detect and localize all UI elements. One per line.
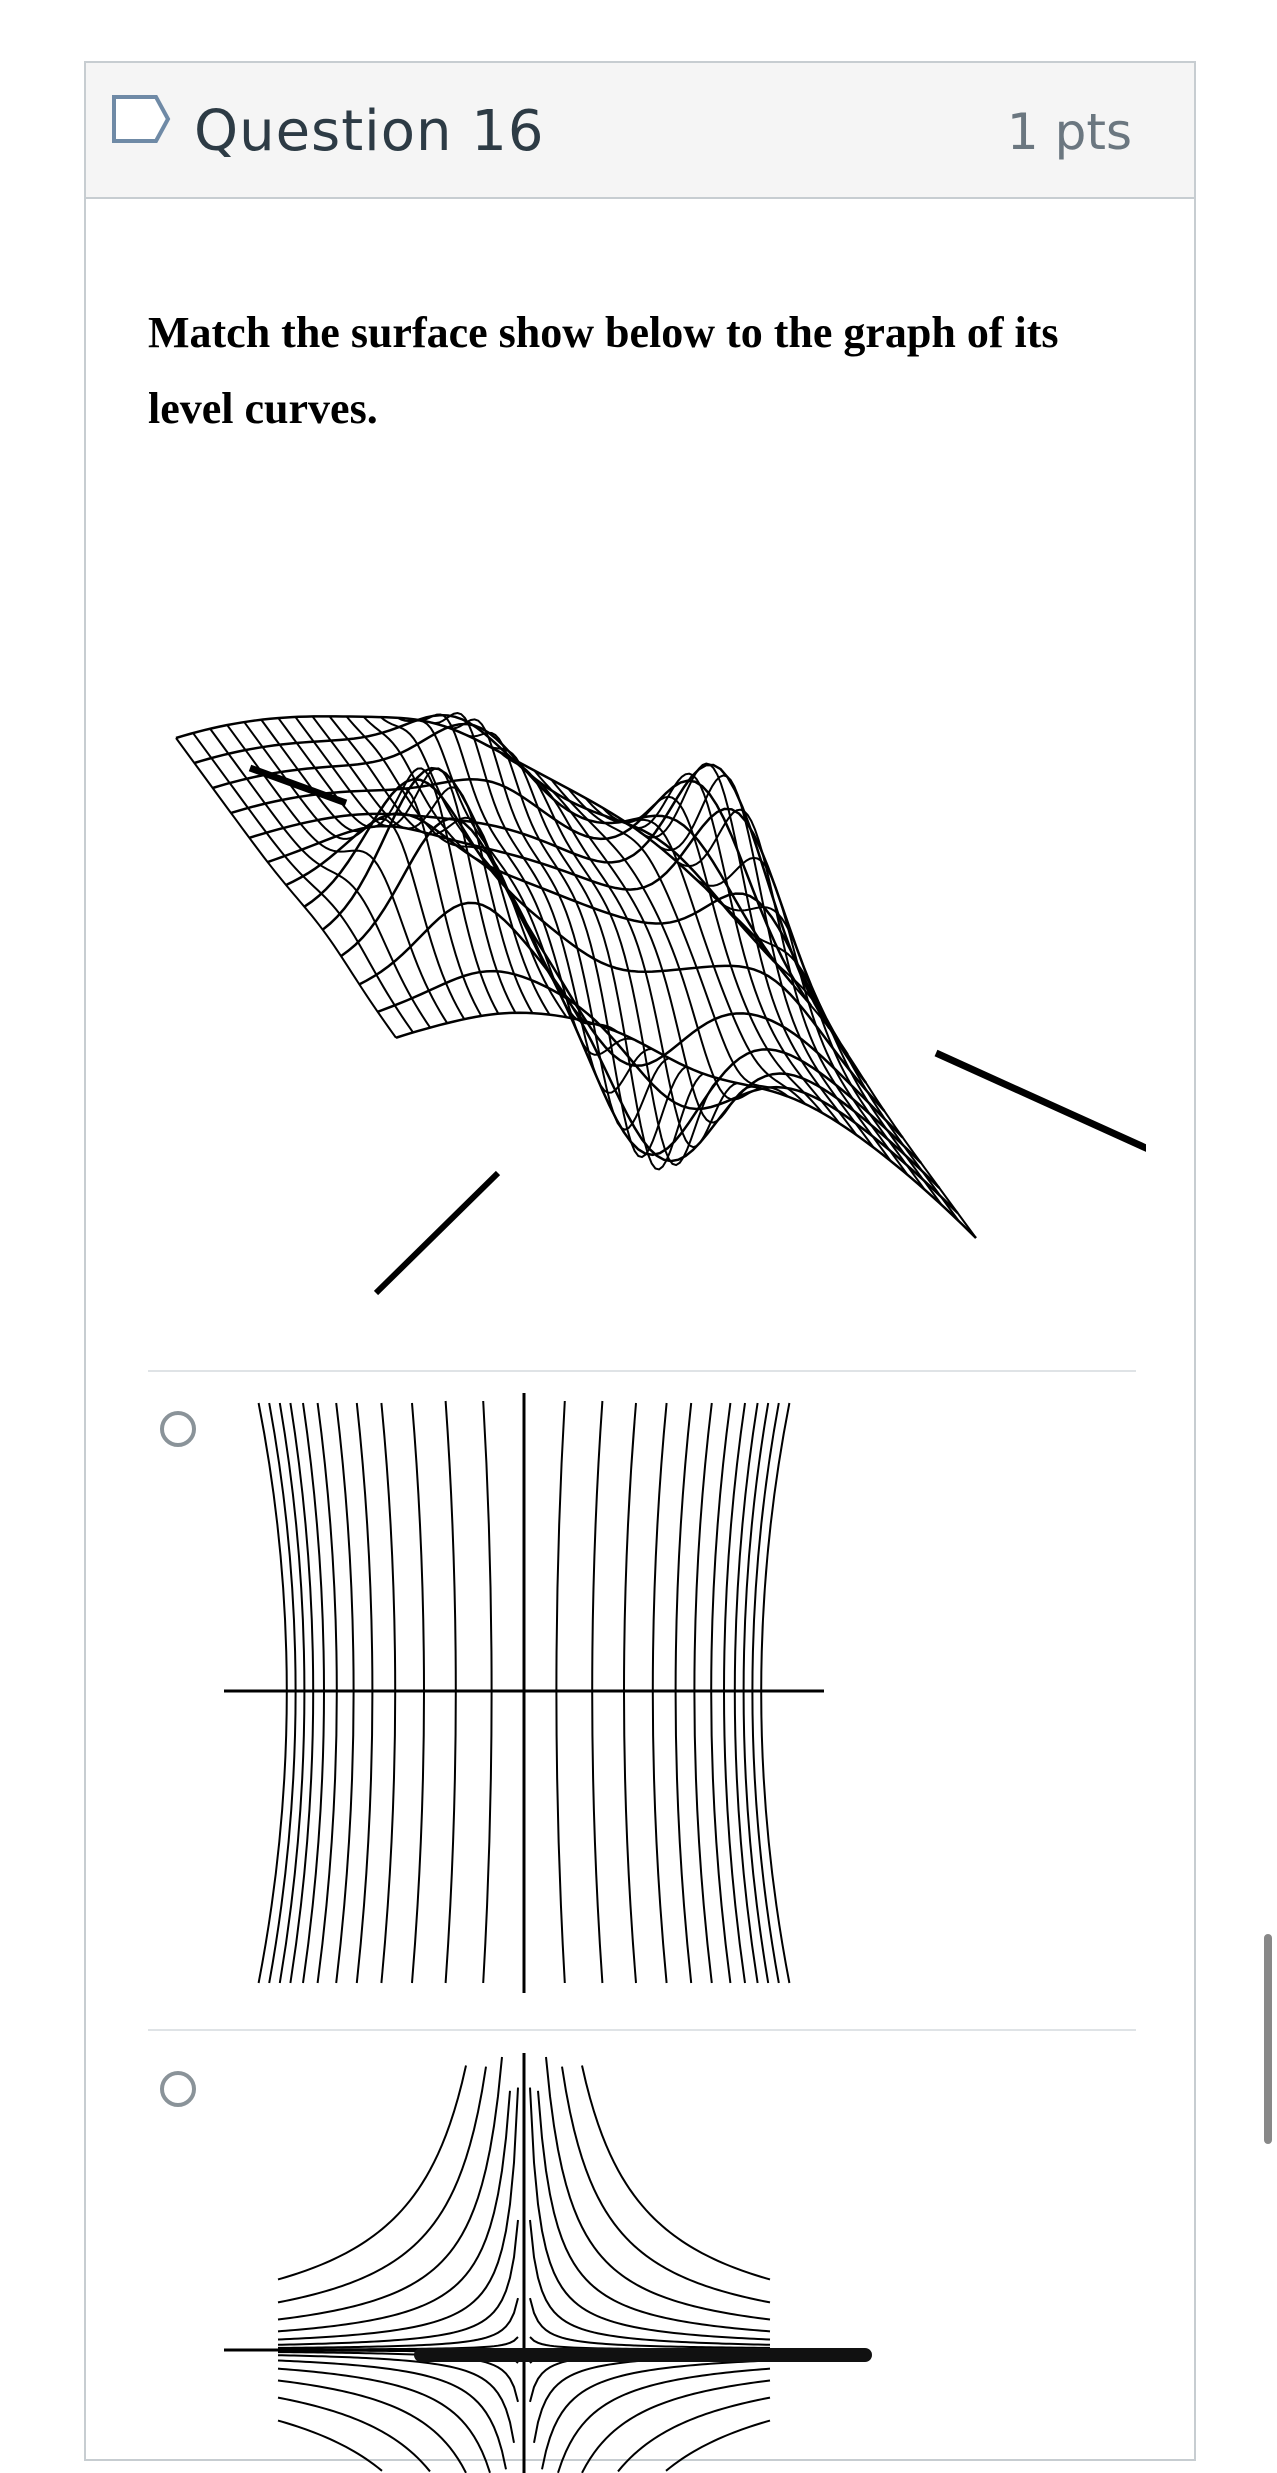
- surface-mesh: [176, 713, 976, 1238]
- contour-curve: [676, 1403, 692, 1983]
- contour-curve: [582, 2065, 770, 2279]
- surface-mesh-line: [359, 903, 939, 1188]
- contour-curve: [278, 2398, 430, 2472]
- question-header: [86, 63, 1194, 199]
- surface-mesh-line: [620, 774, 840, 1124]
- contour-curve: [336, 1403, 353, 1983]
- contour-curve: [653, 1403, 667, 1983]
- surface-mesh-line: [304, 779, 884, 1111]
- contour-curve: [278, 2057, 502, 2320]
- surface-mesh-line: [244, 722, 464, 1019]
- surface-mesh-line: [378, 971, 958, 1213]
- contour-curve: [357, 1403, 373, 1983]
- contour-curve: [381, 1403, 395, 1983]
- contour-curve: [694, 1403, 711, 1983]
- option-divider: [148, 1370, 1136, 1372]
- contour-curve: [735, 1403, 758, 1983]
- question-points: 1 pts: [1006, 103, 1132, 161]
- contour-curve: [666, 2421, 770, 2471]
- bookmark-flag-icon[interactable]: [110, 93, 172, 145]
- surface-mesh-line: [517, 761, 737, 1147]
- contour-curve: [412, 1403, 424, 1983]
- contour-curve: [278, 2360, 506, 2469]
- contour-curve: [278, 2065, 466, 2279]
- surface-figure: [146, 563, 1146, 1383]
- contour-plot-option-2: [224, 2053, 834, 2473]
- surface-axis-x-right: [936, 1053, 1146, 1158]
- contour-curve: [530, 2220, 770, 2345]
- scrollbar-thumb[interactable]: [1264, 1934, 1272, 2144]
- question-card: [84, 61, 1196, 2461]
- home-indicator[interactable]: [414, 2348, 872, 2362]
- contour-curve: [278, 2067, 486, 2303]
- contour-curve: [624, 1403, 636, 1983]
- contour-curve: [711, 1403, 730, 1983]
- answer-radio-1[interactable]: [160, 1411, 196, 1447]
- question-title: Question 16: [194, 99, 545, 164]
- contour-curve: [318, 1403, 337, 1983]
- answer-radio-2[interactable]: [160, 2071, 196, 2107]
- contour-curve: [290, 1403, 313, 1983]
- option-divider: [148, 2029, 1136, 2031]
- surface-mesh-line: [249, 765, 829, 1028]
- surface-axis-y: [376, 1173, 498, 1293]
- contour-curve: [542, 2360, 770, 2469]
- contour-curve: [562, 2067, 770, 2303]
- surface-mesh-line: [231, 779, 811, 1005]
- contour-curve: [278, 2220, 518, 2345]
- contour-curve: [278, 2421, 382, 2471]
- question-prompt: Match the surface show below to the graph of its level curves.: [148, 308, 1059, 433]
- contour-curve: [546, 2057, 770, 2320]
- contour-curve: [534, 2355, 770, 2443]
- surface-mesh-line: [551, 780, 771, 1100]
- contour-curve: [278, 2355, 514, 2443]
- contour-plot-option-1: [224, 1393, 834, 1993]
- contour-curve: [618, 2398, 770, 2472]
